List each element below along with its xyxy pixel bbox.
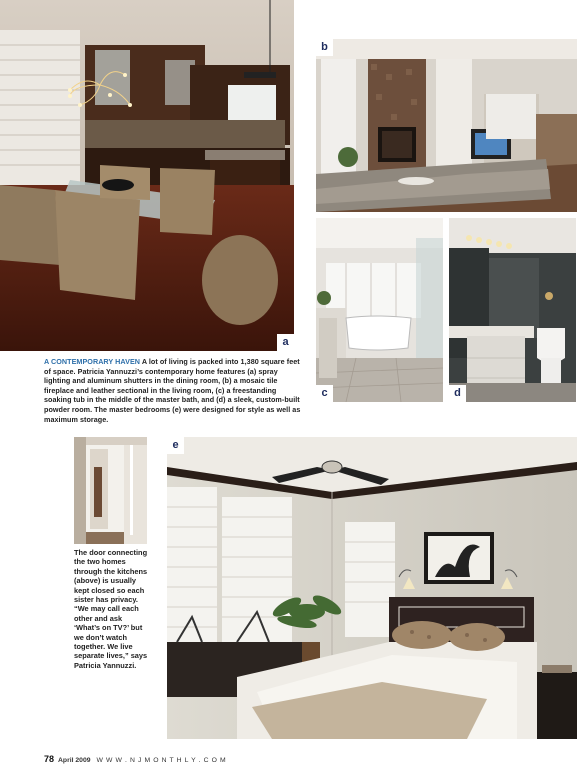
photo-e-image [167,437,577,739]
photo-e-label: e [167,437,184,454]
photo-d-image [449,218,576,402]
photo-doorway [74,437,147,544]
caption-heading: A CONTEMPORARY HAVEN [44,357,141,366]
photo-a-label: a [277,334,294,351]
page-number: 78 [44,754,55,764]
side-caption: The door connecting the two homes through the kitchens (above) is usually kept closed so each sister has privacy. “We may call each other and ask ‘What’s on TV?’ but we don’t watch together. We live separate lives,” says Patricia Yannuzzi. [74,548,148,670]
page-footer [44,754,226,764]
photo-c-label: c [316,385,333,402]
website-url: W W W . N J M O N T H L Y . C O M [96,757,227,764]
photo-doorway-image [74,437,147,544]
issue-date: April 2009 [58,757,91,764]
photo-d-powder-room [449,218,576,402]
photo-b-label: b [316,39,333,56]
photo-a-image [0,0,294,351]
main-caption [44,357,302,424]
photo-c-master-bath [316,218,443,402]
photo-b-image [316,39,577,212]
caption-body: A lot of living is packed into 1,380 square feet of space. Patricia Yannuzzi’s contemporary home features (a) spray lighting and aluminum shutters in the dining room, (b) a mosaic tile fireplace and leather sectional in the living room, (c) a freestanding soaking tub in the middle of the master bath, and (d) a sleek, custom-built powder room. The master bedrooms (e) were designed for style as well as maximum storage. [44,357,301,424]
photo-b-living-room [316,39,577,212]
photo-c-image [316,218,443,402]
photo-d-label: d [449,385,466,402]
photo-e-master-bedroom [167,437,577,739]
photo-a-kitchen-dining [0,0,294,351]
